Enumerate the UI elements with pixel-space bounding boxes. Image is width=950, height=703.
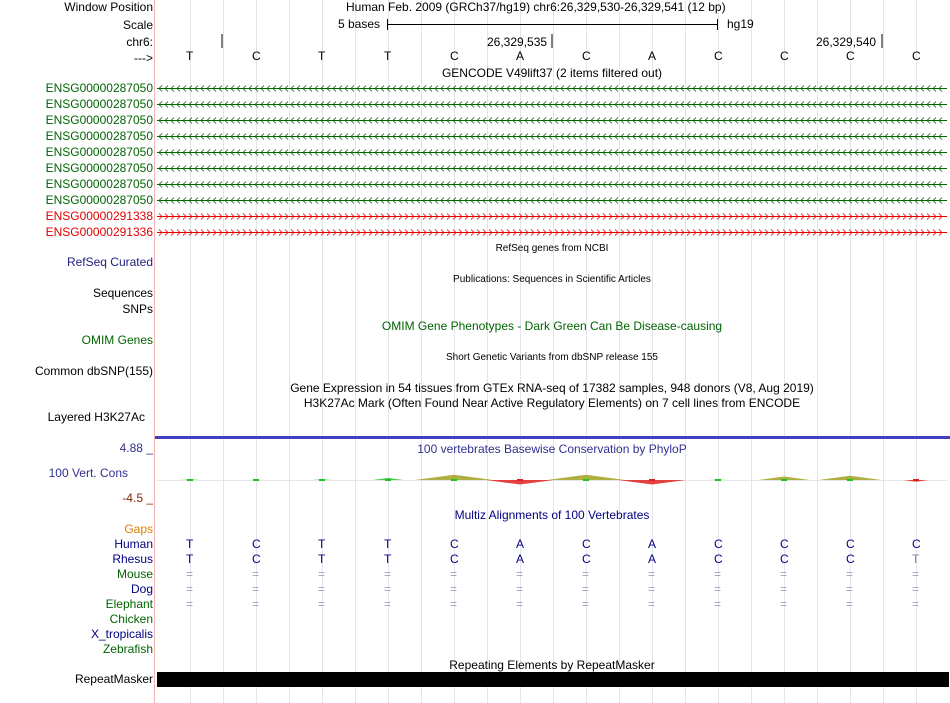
strand-label: ---> — [134, 51, 153, 65]
alignment-base: = — [516, 597, 524, 611]
alignment-base: = — [384, 567, 392, 581]
base-letter: A — [648, 49, 657, 63]
phylop-base-tick — [847, 479, 853, 481]
base-letter: C — [252, 49, 261, 63]
gencode-gene-strand-line[interactable] — [157, 149, 947, 156]
base-letter: C — [582, 49, 591, 63]
alignment-base: T — [912, 552, 920, 566]
gencode-gene-label[interactable]: ENSG00000287050 — [45, 81, 153, 95]
phylop-min-label: -4.5 _ — [122, 491, 153, 505]
alignment-base: = — [582, 597, 590, 611]
base-letter: C — [450, 49, 459, 63]
alignment-base: = — [450, 567, 458, 581]
alignment-base: = — [648, 567, 656, 581]
gencode-gene-label[interactable]: ENSG00000291338 — [45, 209, 153, 223]
alignment-base: = — [318, 597, 326, 611]
coord-tick — [551, 34, 553, 48]
coord-tick — [221, 34, 223, 48]
alignment-base: = — [846, 582, 854, 596]
alignment-base: = — [516, 582, 524, 596]
h3k27ac-track-label[interactable]: Layered H3K27Ac — [47, 410, 145, 424]
publications-track-title: Publications: Sequences in Scientific Articles — [453, 274, 651, 285]
coordinate-label-1: 26,329,535 — [487, 35, 548, 49]
alignment-base: = — [912, 567, 920, 581]
species-label[interactable]: Rhesus — [112, 552, 153, 566]
alignment-base: = — [912, 582, 920, 596]
alignment-base: = — [186, 567, 194, 581]
alignment-base: = — [186, 582, 194, 596]
alignment-base: C — [780, 552, 789, 566]
gencode-gene-label[interactable]: ENSG00000287050 — [45, 161, 153, 175]
alignment-base: = — [648, 597, 656, 611]
gencode-gene-strand-line[interactable] — [157, 117, 947, 124]
alignment-base: = — [384, 597, 392, 611]
species-label[interactable]: Dog — [130, 582, 153, 596]
alignment-base: = — [780, 582, 788, 596]
chrom-label: chr6: — [126, 35, 153, 49]
alignment-base: = — [318, 567, 326, 581]
gencode-gene-label[interactable]: ENSG00000287050 — [45, 193, 153, 207]
species-label[interactable]: Chicken — [109, 612, 153, 626]
base-letter: T — [384, 49, 392, 63]
base-letter: T — [318, 49, 326, 63]
omim-track-label[interactable]: OMIM Genes — [81, 333, 153, 347]
base-letter: C — [846, 49, 855, 63]
scale-value: 5 bases — [338, 17, 381, 31]
gencode-gene-label[interactable]: ENSG00000287050 — [45, 113, 153, 127]
alignment-base: C — [582, 537, 591, 551]
phylop-base-tick — [451, 479, 457, 481]
alignment-base: A — [648, 552, 657, 566]
window-position-label: Window Position — [64, 0, 153, 14]
alignment-base: T — [318, 552, 326, 566]
repeatmasker-track-label[interactable]: RepeatMasker — [74, 672, 153, 686]
alignment-base: = — [846, 567, 854, 581]
alignment-base: = — [714, 582, 722, 596]
alignment-base: = — [252, 582, 260, 596]
refseq-track-label[interactable]: RefSeq Curated — [66, 255, 153, 269]
phylop-base-tick — [781, 479, 787, 481]
alignment-base: = — [450, 582, 458, 596]
snps-track-label[interactable]: SNPs — [122, 302, 153, 316]
gencode-gene-label[interactable]: ENSG00000287050 — [45, 129, 153, 143]
gtex-track-title: Gene Expression in 54 tissues from GTEx RNA-seq of 17382 samples, 948 donors (V8, Aug 2019) — [290, 381, 814, 395]
species-label[interactable]: Mouse — [116, 567, 153, 581]
alignment-base: C — [846, 552, 855, 566]
gencode-gene-strand-line[interactable] — [157, 197, 947, 204]
gencode-track-title: GENCODE V49lift37 (2 items filtered out) — [441, 66, 663, 80]
alignment-base: = — [252, 597, 260, 611]
alignment-base: T — [186, 537, 194, 551]
gencode-gene-strand-line[interactable] — [157, 101, 947, 108]
base-letter: C — [780, 49, 789, 63]
alignment-base: = — [516, 567, 524, 581]
omim-track-title: OMIM Gene Phenotypes - Dark Green Can Be Disease-causing — [381, 319, 723, 333]
phylop-base-tick — [253, 479, 259, 481]
alignment-base: C — [846, 537, 855, 551]
gencode-gene-strand-line[interactable] — [157, 165, 947, 172]
dbsnp-track-title: Short Genetic Variants from dbSNP release 155 — [446, 352, 658, 363]
phylop-track-label[interactable]: 100 Vert. Cons — [48, 466, 128, 480]
gencode-gene-strand-line[interactable] — [157, 229, 947, 236]
label-panel-divider[interactable] — [154, 0, 155, 703]
multiz-track-title: Multiz Alignments of 100 Vertebrates — [454, 508, 650, 522]
h3k27ac-band[interactable] — [155, 436, 950, 439]
scale-label: Scale — [122, 18, 153, 32]
h3k27ac-track-title: H3K27Ac Mark (Often Found Near Active Regulatory Elements) on 7 cell lines from ENCODE — [303, 396, 801, 410]
alignment-base: C — [714, 537, 723, 551]
coord-tick — [881, 34, 883, 48]
alignment-base: = — [846, 597, 854, 611]
gencode-gene-strand-line[interactable] — [157, 85, 947, 92]
gencode-gene-label[interactable]: ENSG00000287050 — [45, 177, 153, 191]
alignment-base: = — [450, 597, 458, 611]
alignment-base: = — [714, 597, 722, 611]
scale-bar — [387, 17, 718, 31]
repeatmasker-track-title: Repeating Elements by RepeatMasker — [449, 658, 655, 672]
gencode-gene-strand-line[interactable] — [157, 133, 947, 140]
alignment-base: C — [582, 552, 591, 566]
alignment-base: = — [780, 597, 788, 611]
alignment-base: C — [252, 552, 261, 566]
phylop-track-title: 100 vertebrates Basewise Conservation by PhyloP — [417, 442, 687, 456]
alignment-base: C — [450, 552, 459, 566]
phylop-base-tick — [913, 479, 919, 481]
gencode-gene-label[interactable]: ENSG00000287050 — [45, 97, 153, 111]
phylop-conservation-plot[interactable] — [157, 458, 947, 498]
repeatmasker-element-bar[interactable] — [157, 672, 949, 687]
base-letter: C — [912, 49, 921, 63]
phylop-base-tick — [187, 479, 193, 481]
phylop-base-tick — [319, 479, 325, 481]
phylop-base-tick — [517, 479, 523, 481]
species-label[interactable]: X_tropicalis — [90, 627, 153, 641]
phylop-max-label: 4.88 _ — [119, 441, 153, 455]
alignment-base: T — [384, 537, 392, 551]
alignment-base: = — [582, 582, 590, 596]
gaps-track-label[interactable]: Gaps — [124, 522, 153, 536]
gencode-gene-label[interactable]: ENSG00000291336 — [45, 225, 153, 239]
alignment-base: C — [780, 537, 789, 551]
alignment-base: T — [384, 552, 392, 566]
alignment-base: A — [648, 537, 657, 551]
phylop-base-tick — [715, 479, 721, 481]
alignment-base: = — [912, 597, 920, 611]
alignment-base: = — [582, 567, 590, 581]
refseq-track-title: RefSeq genes from NCBI — [495, 243, 609, 254]
species-label[interactable]: Elephant — [105, 597, 153, 611]
phylop-base-tick — [583, 479, 589, 481]
species-label[interactable]: Zebrafish — [102, 642, 153, 656]
alignment-base: C — [714, 552, 723, 566]
alignment-base: C — [912, 537, 921, 551]
alignment-base: = — [648, 582, 656, 596]
scale-assembly: hg19 — [727, 17, 754, 31]
alignment-base: = — [384, 582, 392, 596]
alignment-base: = — [780, 567, 788, 581]
alignment-base: A — [516, 537, 525, 551]
gencode-gene-strand-line[interactable] — [157, 213, 947, 220]
alignment-base: = — [186, 597, 194, 611]
alignment-base: = — [714, 567, 722, 581]
gencode-gene-label[interactable]: ENSG00000287050 — [45, 145, 153, 159]
alignment-base: = — [318, 582, 326, 596]
alignment-base: A — [516, 552, 525, 566]
alignment-base: = — [252, 567, 260, 581]
phylop-base-tick — [385, 479, 391, 481]
alignment-base: T — [186, 552, 194, 566]
base-letter: C — [714, 49, 723, 63]
coordinate-label-2: 26,329,540 — [816, 35, 877, 49]
gencode-gene-strand-line[interactable] — [157, 181, 947, 188]
alignment-base: T — [318, 537, 326, 551]
phylop-base-tick — [649, 479, 655, 481]
dbsnp-track-label[interactable]: Common dbSNP(155) — [34, 364, 153, 378]
window-position-value[interactable]: Human Feb. 2009 (GRCh37/hg19) chr6:26,329,530-26,329,541 (12 bp) — [346, 0, 726, 14]
alignment-base: C — [252, 537, 261, 551]
sequences-track-label[interactable]: Sequences — [92, 286, 153, 300]
species-label[interactable]: Human — [114, 537, 153, 551]
base-letter: A — [516, 49, 525, 63]
alignment-base: C — [450, 537, 459, 551]
base-letter: T — [186, 49, 194, 63]
